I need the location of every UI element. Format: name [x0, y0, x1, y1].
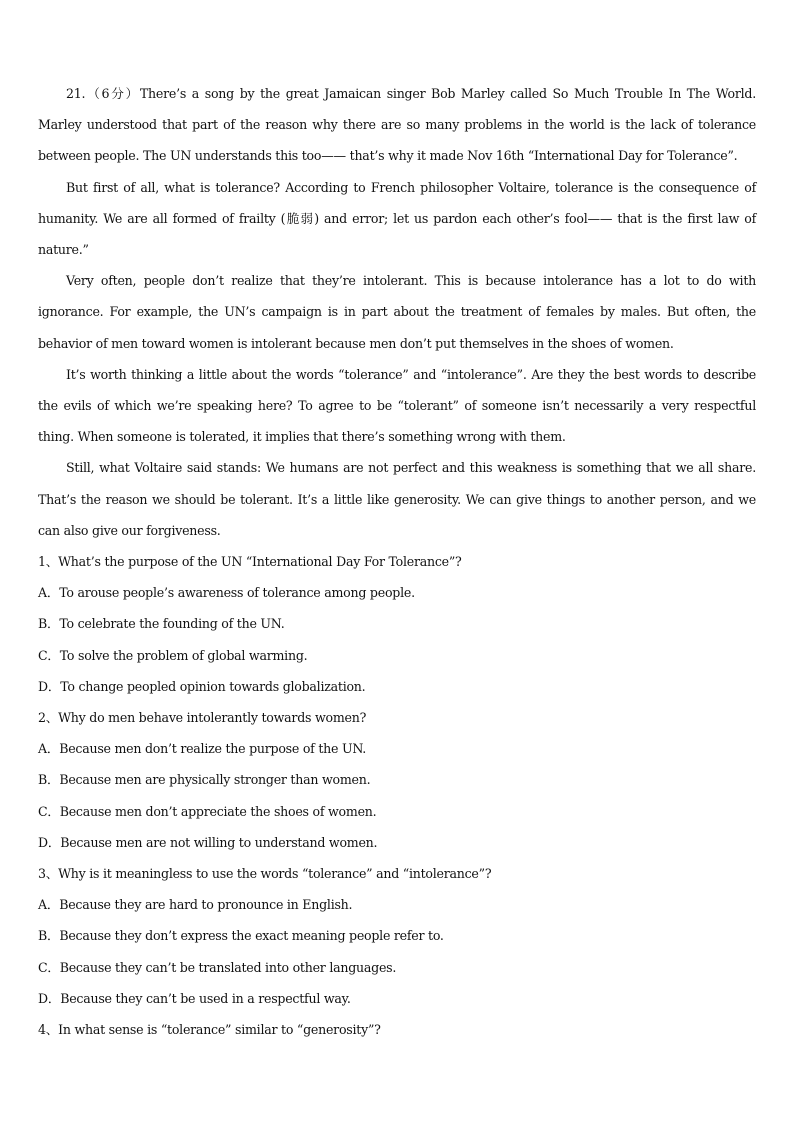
passage-paragraph-3: Very often, people don’t realize that they’re intolerant. This is because intolerance has a lot to do with ignorance. For example, the UN’s campaign is in part about the treatment of females by males. But often, the behavior of men toward women is intolerant because men don’t put themselves in the shoes of women. — [38, 273, 756, 351]
question-1 — [38, 546, 756, 702]
question-2 — [38, 702, 756, 858]
question-stem: 1、What’s the purpose of the UN “International Day For Tolerance”? — [38, 554, 462, 570]
question-3 — [38, 858, 756, 1014]
option-d: D．To change peopled opinion towards globalization. — [38, 678, 366, 694]
option-b: B．Because men are physically stronger than women. — [38, 772, 371, 788]
document-content — [38, 78, 756, 1045]
question-stem: 4、In what sense is “tolerance” similar to “generosity”? — [38, 1022, 381, 1038]
passage-paragraph-1: 21.（6分）There’s a song by the great Jamaican singer Bob Marley called So Much Trouble In The World. Marley understood that part of the reason why there are so many problems in the world is the lack of tolerance between people. The UN understands this too—— that’s why it made Nov 16th “International Day for Tolerance”. — [38, 86, 756, 164]
option-d: D．Because they can’t be used in a respectful way. — [38, 990, 351, 1006]
passage-paragraph-4: It’s worth thinking a little about the words “tolerance” and “intolerance”. Are they the best words to describe the evils of which we’re speaking here? To agree to be “tolerant” of someone isn’t necessarily a very respectful thing. When someone is tolerated, it implies that there’s something wrong with them. — [38, 366, 756, 445]
question-stem: 2、Why do men behave intolerantly towards women? — [38, 710, 367, 726]
option-d: D．Because men are not willing to understand women. — [38, 834, 378, 850]
option-b: B．Because they don’t express the exact meaning people refer to. — [38, 928, 444, 944]
option-a: A．Because men don’t realize the purpose of the UN. — [38, 741, 367, 757]
question-4 — [38, 1014, 756, 1045]
question-stem: 3、Why is it meaningless to use the words “tolerance” and “intolerance”? — [38, 866, 492, 882]
option-c: C．Because men don’t appreciate the shoes of women. — [38, 803, 377, 819]
passage-paragraph-5: Still, what Voltaire said stands: We humans are not perfect and this weakness is something that we all share. That’s the reason we should be tolerant. It’s a little like generosity. We can give things to another person, and we can also give our forgiveness. — [38, 460, 756, 538]
option-c: C．Because they can’t be translated into other languages. — [38, 959, 397, 975]
passage-paragraph-2: But first of all, what is tolerance? According to French philosopher Voltaire, tolerance is the consequence of humanity. We are all formed of frailty (脆弱) and error; let us pardon each other’s fool—— that is the first law of nature.” — [38, 179, 756, 258]
option-b: B．To celebrate the founding of the UN. — [38, 616, 285, 632]
option-a: A．To arouse people’s awareness of tolerance among people. — [38, 585, 415, 601]
option-c: C．To solve the problem of global warming. — [38, 647, 308, 663]
option-a: A．Because they are hard to pronounce in English. — [38, 897, 353, 913]
